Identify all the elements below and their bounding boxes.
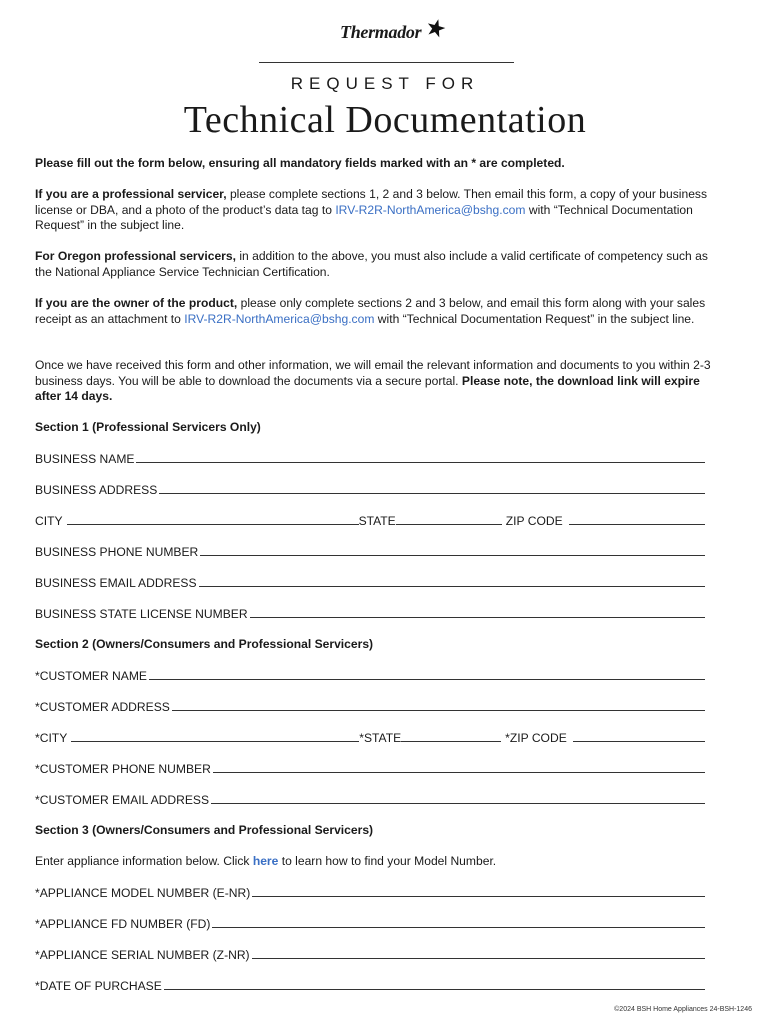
business-license-field[interactable] <box>35 606 705 621</box>
purchase-date-field[interactable] <box>35 978 705 993</box>
request-for-label: REQUEST FOR <box>290 74 480 93</box>
download-note: Please note, the download link will expire after 14 days. <box>35 373 700 404</box>
servicer-paragraph <box>35 187 715 234</box>
customer-name-field[interactable] <box>35 668 705 683</box>
serial-number-label: *APPLIANCE SERIAL NUMBER (Z-NR) <box>35 948 250 962</box>
customer-address-label: *CUSTOMER ADDRESS <box>35 700 170 714</box>
instruction-text: Enter appliance information below. Click <box>35 854 253 868</box>
state-label: STATE <box>358 514 396 528</box>
model-instruction <box>35 854 715 870</box>
zip-label: ZIP CODE <box>505 514 563 528</box>
copyright-footer: ©2024 BSH Home Appliances 24-BSH-1246 <box>614 1006 752 1013</box>
customer-email-field[interactable] <box>35 792 705 807</box>
business-address-field[interactable] <box>35 482 705 497</box>
business-phone-label: BUSINESS PHONE NUMBER <box>35 545 199 559</box>
page-title: Technical Documentation <box>183 99 587 141</box>
servicer-end: with “Technical Documentation Request” in the subject line. <box>35 202 693 233</box>
purchase-date-label: *DATE OF PURCHASE <box>35 979 162 993</box>
business-city-state-zip-row[interactable] <box>35 513 705 528</box>
business-name-label: BUSINESS NAME <box>35 452 135 466</box>
star-icon <box>426 18 446 38</box>
servicer-text: please complete sections 1, 2 and 3 below. Then email this form, a copy of your business license or DBA, and a photo of the product’s data tag to <box>35 187 708 217</box>
email-link-2[interactable]: IRV-R2R-NorthAmerica@bshg.com <box>184 311 375 326</box>
servicer-lead: If you are a professional servicer, <box>35 187 227 201</box>
customer-email-label: *CUSTOMER EMAIL ADDRESS <box>35 793 210 807</box>
customer-state-label: *STATE <box>359 731 402 745</box>
instruction-text-end: to learn how to find your Model Number. <box>278 854 497 868</box>
here-link[interactable]: here <box>252 854 279 868</box>
section-1-heading: Section 1 (Professional Servicers Only) <box>35 420 261 434</box>
customer-city-state-zip-row[interactable] <box>35 730 705 745</box>
section-2-heading: Section 2 (Owners/Consumers and Professional Servicers) <box>35 637 374 651</box>
owner-end: with “Technical Documentation Request” in the subject line. <box>374 311 695 326</box>
customer-phone-field[interactable] <box>35 761 705 776</box>
intro-instruction: Please fill out the form below, ensuring all mandatory fields marked with an * are completed. <box>35 156 565 170</box>
customer-address-field[interactable] <box>35 699 705 714</box>
model-number-label: *APPLIANCE MODEL NUMBER (E-NR) <box>35 886 251 900</box>
city-label: CITY <box>35 514 63 528</box>
model-number-field[interactable] <box>35 885 705 900</box>
business-email-label: BUSINESS EMAIL ADDRESS <box>35 576 197 590</box>
business-phone-field[interactable] <box>35 544 705 559</box>
customer-zip-label: *ZIP CODE <box>505 731 567 745</box>
customer-phone-label: *CUSTOMER PHONE NUMBER <box>35 762 211 776</box>
serial-number-field[interactable] <box>35 947 705 962</box>
section-3-heading: Section 3 (Owners/Consumers and Professional Servicers) <box>35 823 374 837</box>
owner-text: please only complete sections 2 and 3 below, and email this form along with your sales receipt as an attachment to <box>35 296 706 326</box>
business-address-label: BUSINESS ADDRESS <box>35 483 158 497</box>
processing-paragraph <box>35 358 715 405</box>
business-name-field[interactable] <box>35 451 705 466</box>
header-rule <box>259 62 514 63</box>
customer-city-label: *CITY <box>35 731 68 745</box>
processing-text: Once we have received this form and other information, we will email the relevant information and documents to you within 2-3 business days. You will be able to download the documents via a secure portal. <box>35 358 711 388</box>
customer-name-label: *CUSTOMER NAME <box>35 669 147 683</box>
fd-number-field[interactable] <box>35 916 705 931</box>
oregon-lead: For Oregon professional servicers, <box>35 249 236 263</box>
oregon-text: in addition to the above, you must also include a valid certificate of competency such as the National Appliance Service Technician Certification. <box>35 249 708 279</box>
business-email-field[interactable] <box>35 575 705 590</box>
fd-number-label: *APPLIANCE FD NUMBER (FD) <box>35 917 211 931</box>
owner-paragraph <box>35 296 715 327</box>
owner-lead: If you are the owner of the product, <box>35 296 238 310</box>
oregon-paragraph <box>35 249 715 280</box>
email-link[interactable]: IRV-R2R-NorthAmerica@bshg.com <box>335 202 526 217</box>
thermador-logo: Thermador <box>340 22 422 42</box>
business-license-label: BUSINESS STATE LICENSE NUMBER <box>35 607 248 621</box>
